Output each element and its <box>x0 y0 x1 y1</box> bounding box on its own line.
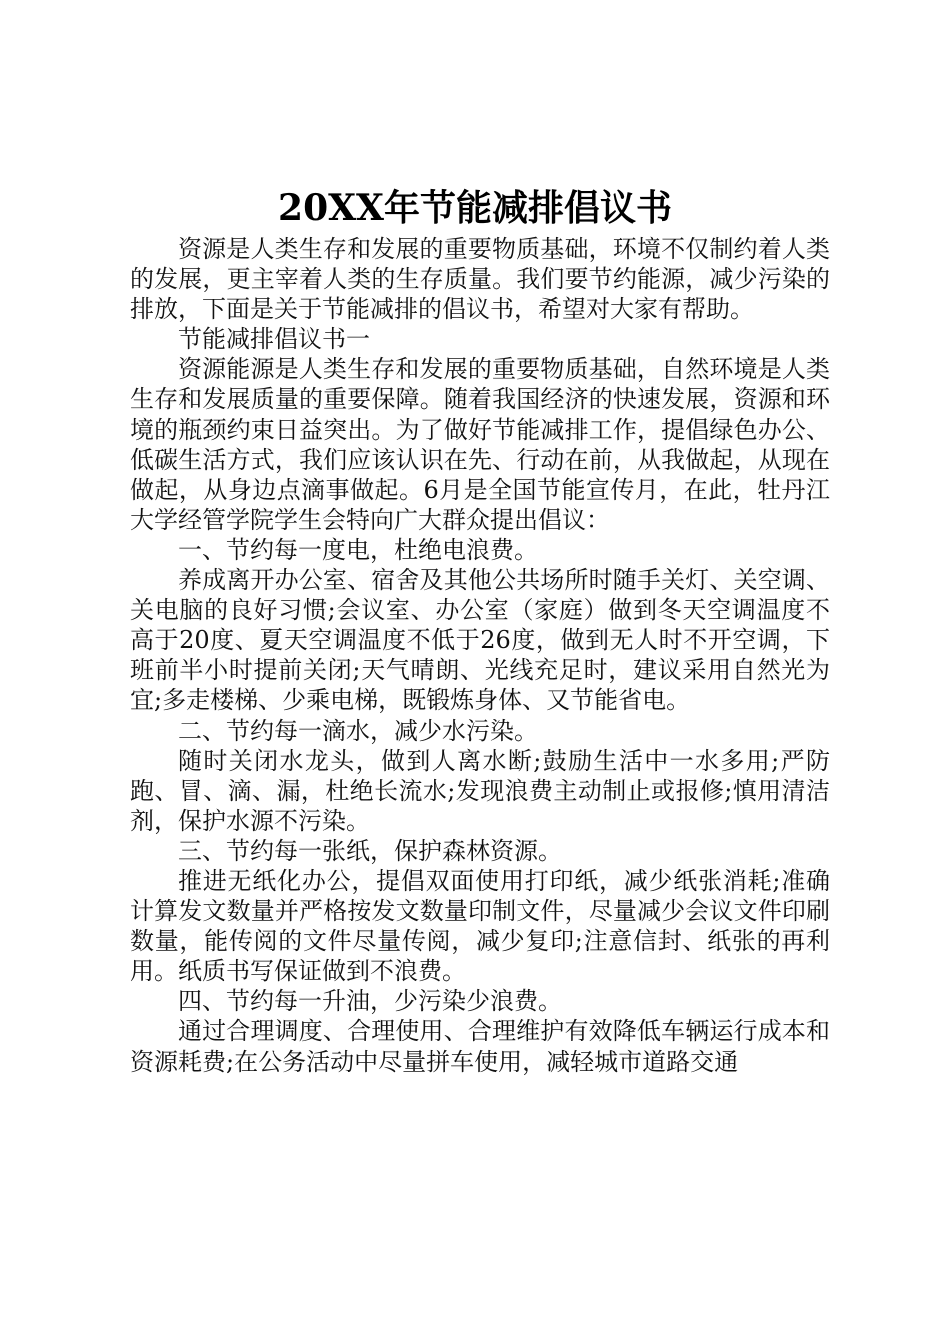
item-heading: 三、节约每一张纸，保护森林资源。 <box>178 836 562 865</box>
item-heading: 四、节约每一升油，少污染少浪费。 <box>178 987 562 1016</box>
item-heading: 一、节约每一度电，杜绝电浪费。 <box>178 535 538 564</box>
item-heading: 二、节约每一滴水，减少水污染。 <box>178 716 538 745</box>
document-title: 20XX年节能减排倡议书 <box>278 187 672 229</box>
document-body <box>130 234 830 1077</box>
intro-paragraph: 资源是人类生存和发展的重要物质基础，环境不仅制约着人类的发展，更主宰着人类的生存质量。我们要节约能源，减少污染的排放，下面是关于节能减排的倡议书，希望对大家有帮助。 <box>130 235 830 324</box>
body-paragraph: 随时关闭水龙头，做到人离水断;鼓励生活中一水多用;严防跑、冒、滴、漏，杜绝长流水;发现浪费主动制止或报修;慎用清洁剂，保护水源不污染。 <box>130 746 830 835</box>
section-heading: 节能减排倡议书一 <box>178 325 370 354</box>
body-paragraph: 通过合理调度、合理使用、合理维护有效降低车辆运行成本和资源耗费;在公务活动中尽量拼车使用，减轻城市道路交通 <box>130 1017 830 1076</box>
body-paragraph: 推进无纸化办公，提倡双面使用打印纸，减少纸张消耗;准确计算发文数量并严格按发文数量印制文件，尽量减少会议文件印刷数量，能传阅的文件尽量传阅，减少复印;注意信封、纸张的再利用。纸质书写保证做到不浪费。 <box>130 866 830 986</box>
body-paragraph: 养成离开办公室、宿舍及其他公共场所时随手关灯、关空调、关电脑的良好习惯;会议室、办公室（家庭）做到冬天空调温度不高于20度、夏天空调温度不低于26度，做到无人时不开空调，下班前半小时提前关闭;天气晴朗、光线充足时，建议采用自然光为宜;多走楼梯、少乘电梯，既锻炼身体、又节能省电。 <box>130 566 830 715</box>
body-paragraph: 资源能源是人类生存和发展的重要物质基础，自然环境是人类生存和发展质量的重要保障。随着我国经济的快速发展，资源和环境的瓶颈约束日益突出。为了做好节能减排工作，提倡绿色办公、低碳生活方式，我们应该认识在先、行动在前，从我做起，从现在做起，从身边点滴事做起。6月是全国节能宣传月，在此，牡丹江大学经管学院学生会特向广大群众提出倡议： <box>130 355 830 534</box>
